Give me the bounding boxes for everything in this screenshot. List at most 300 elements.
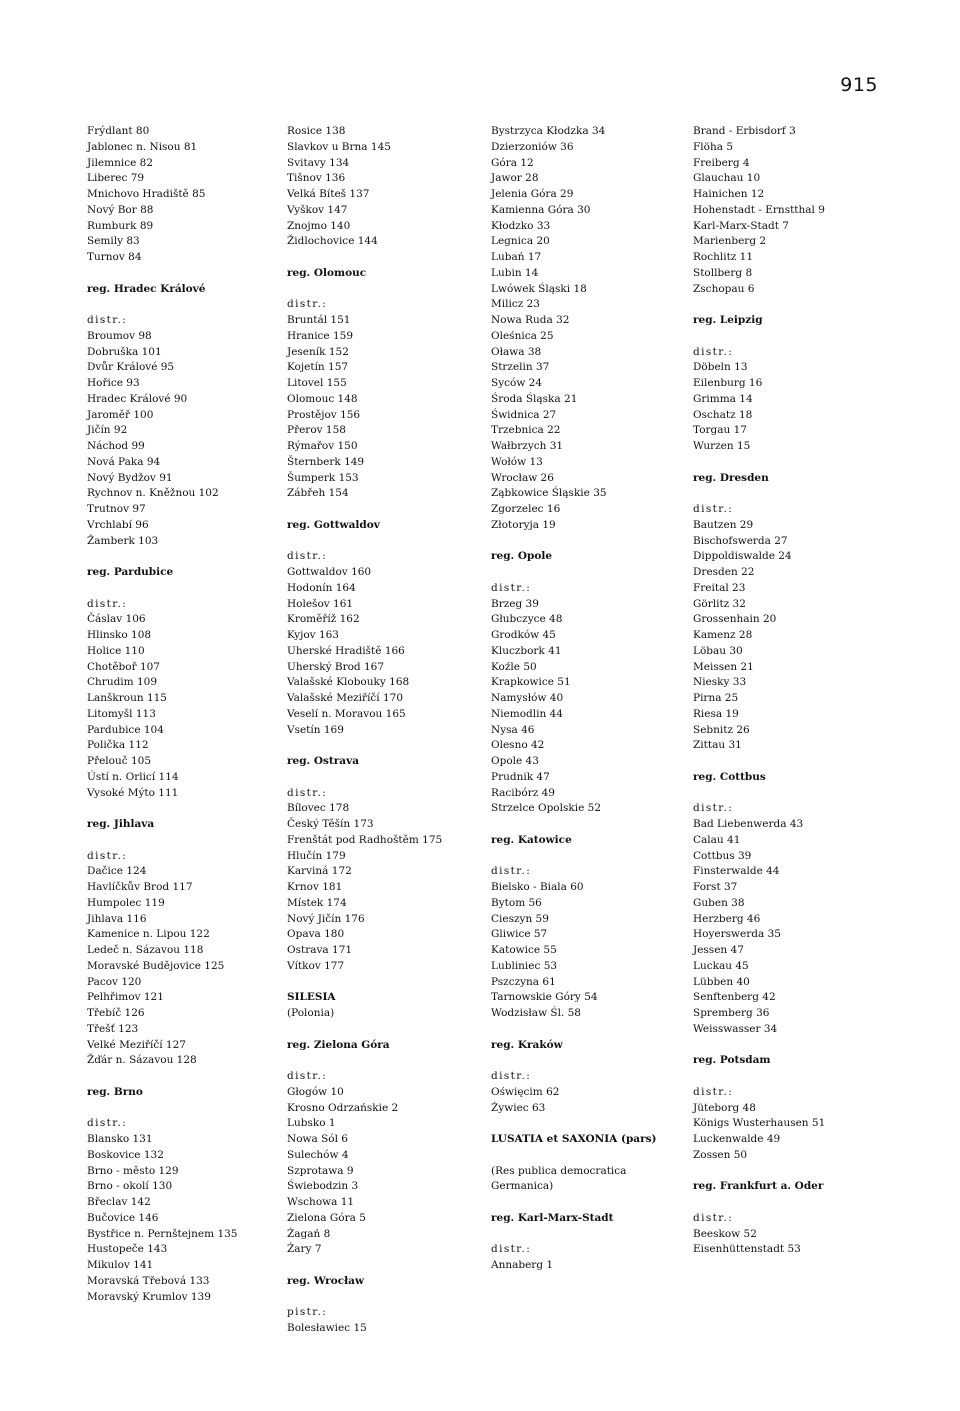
district-entry: Zgorzelec 16: [491, 503, 561, 515]
district-entry: Hradec Králové 90: [87, 392, 188, 405]
district-entry: Koźle 50: [491, 660, 537, 673]
district-entry: Marienberg 2: [693, 235, 767, 248]
district-label: distr.:: [287, 1070, 328, 1082]
district-entry: Nový Bydžov 91: [87, 471, 173, 484]
district-entry: Tarnowskie Góry 54: [491, 991, 598, 1004]
district-entry: Přerov 158: [287, 424, 346, 437]
district-label: distr.:: [287, 786, 328, 799]
region-heading: reg. Dresden: [693, 471, 769, 484]
district-entry: Svitavy 134: [287, 156, 350, 169]
region-heading: reg. Zielona Góra: [287, 1038, 390, 1051]
region-heading: reg. Opole: [491, 550, 553, 563]
district-entry: Gottwaldov 160: [287, 566, 372, 578]
district-entry: Grimma 14: [693, 392, 753, 405]
district-entry: Zschopau 6: [693, 282, 755, 295]
district-entry: Rychnov n. Kněžnou 102: [87, 487, 219, 500]
district-entry: Liberec 79: [87, 172, 145, 185]
district-entry: (Res publica democratica: [491, 1164, 627, 1177]
district-entry: Moravské Budějovice 125: [87, 959, 225, 972]
district-entry: Vrchlabí 96: [87, 518, 149, 531]
spacer: [693, 754, 893, 770]
district-entry: Brno - město 129: [87, 1164, 179, 1177]
district-entry: Ząbkowice Śląskie 35: [491, 487, 607, 500]
district-entry: Hořice 93: [87, 377, 140, 389]
spacer: [287, 1290, 487, 1306]
region-heading: reg. Brno: [87, 1085, 143, 1098]
district-entry: Kroměříž 162: [287, 613, 360, 626]
region-heading: LUSATIA et SAXONIA (pars): [491, 1133, 657, 1145]
district-entry: Náchod 99: [87, 440, 145, 452]
district-entry: Germanica): [491, 1180, 554, 1193]
district-entry: Hohenstadt - Ernstthal 9: [693, 203, 825, 216]
spacer: [693, 455, 893, 471]
district-entry: Prostějov 156: [287, 408, 361, 421]
spacer: [491, 1116, 691, 1132]
district-entry: Krapkowice 51: [491, 676, 571, 689]
district-entry: Jihlava 116: [87, 912, 147, 925]
spacer: [287, 1053, 487, 1069]
district-entry: Bystrzyca Kłodzka 34: [491, 125, 606, 137]
spacer: [287, 770, 487, 786]
district-entry: Eisenhüttenstadt 53: [693, 1243, 801, 1256]
spacer: [491, 565, 691, 581]
index-column-4: [693, 124, 893, 1258]
district-entry: Jessen 47: [693, 944, 744, 956]
district-entry: Gliwice 57: [491, 928, 548, 941]
district-entry: Jilemnice 82: [87, 156, 154, 169]
district-entry: Rumburk 89: [87, 219, 154, 232]
district-entry: Šternberk 149: [287, 455, 365, 468]
district-entry: Głogów 10: [287, 1085, 344, 1098]
district-entry: Żary 7: [287, 1243, 322, 1256]
district-entry: Wrocław 26: [491, 471, 554, 484]
district-entry: Flöha 5: [693, 140, 734, 153]
district-entry: Čáslav 106: [87, 613, 146, 626]
district-entry: Świdnica 27: [491, 408, 557, 421]
district-entry: Velká Bíteš 137: [287, 188, 370, 200]
district-entry: Šumperk 153: [287, 471, 359, 484]
district-entry: Frýdlant 80: [87, 125, 150, 137]
index-column-2: [287, 124, 487, 1337]
region-heading: reg. Gottwaldov: [287, 518, 380, 531]
district-entry: Bystřice n. Pernštejnem 135: [87, 1227, 238, 1240]
region-heading: SILESIA: [287, 991, 336, 1004]
district-entry: Broumov 98: [87, 329, 152, 342]
spacer: [87, 833, 287, 849]
district-entry: Zábřeh 154: [287, 487, 349, 500]
spacer: [693, 486, 893, 502]
district-entry: Bielsko - Biala 60: [491, 881, 584, 893]
district-entry: Pelhřimov 121: [87, 991, 164, 1004]
district-entry: Wschowa 11: [287, 1196, 355, 1208]
district-entry: Dačice 124: [87, 865, 147, 878]
region-heading: reg. Kraków: [491, 1038, 563, 1051]
district-entry: Katowice 55: [491, 944, 557, 956]
district-entry: Pirna 25: [693, 692, 739, 704]
district-entry: Herzberg 46: [693, 912, 761, 925]
district-entry: Kamienna Góra 30: [491, 203, 591, 216]
district-entry: Żagań 8: [287, 1227, 331, 1240]
district-entry: Jelenia Góra 29: [491, 188, 574, 200]
district-label: distr.:: [87, 597, 128, 610]
district-entry: Głubczyce 48: [491, 613, 563, 626]
district-entry: Krosno Odrzańskie 2: [287, 1101, 399, 1114]
district-entry: Wałbrzych 31: [491, 440, 564, 452]
region-heading: reg. Olomouc: [287, 266, 367, 279]
district-entry: Lubliniec 53: [491, 959, 558, 972]
district-entry: Litomyšl 113: [87, 707, 156, 720]
district-entry: Grossenhain 20: [693, 613, 777, 626]
district-entry: Hlinsko 108: [87, 629, 152, 641]
district-entry: Bílovec 178: [287, 802, 350, 815]
district-entry: Holešov 161: [287, 597, 354, 610]
district-entry: Syców 24: [491, 377, 543, 389]
district-entry: Jawor 28: [491, 172, 539, 185]
spacer: [287, 738, 487, 754]
district-entry: Beeskow 52: [693, 1227, 757, 1240]
district-entry: Döbeln 13: [693, 361, 748, 374]
district-entry: Bautzen 29: [693, 518, 754, 531]
district-entry: Blansko 131: [87, 1133, 153, 1145]
district-entry: Grodków 45: [491, 629, 556, 641]
district-entry: Pacov 120: [87, 975, 142, 988]
spacer: [87, 549, 287, 565]
district-entry: Finsterwalde 44: [693, 865, 780, 878]
district-entry: Krnov 181: [287, 881, 343, 893]
district-entry: Moravský Krumlov 139: [87, 1290, 211, 1303]
district-entry: Königs Wusterhausen 51: [693, 1117, 826, 1130]
district-entry: Lwówek Śląski 18: [491, 282, 587, 295]
district-entry: Oschatz 18: [693, 408, 753, 421]
district-entry: Veselí n. Moravou 165: [287, 707, 406, 720]
district-entry: Kojetín 157: [287, 361, 349, 374]
district-entry: Židlochovice 144: [287, 235, 378, 248]
district-entry: Dvůr Králové 95: [87, 361, 175, 374]
district-entry: Mikulov 141: [87, 1259, 154, 1271]
index-column-3: [491, 124, 691, 1274]
district-entry: Kłodzko 33: [491, 219, 551, 232]
district-label: distr.:: [693, 1085, 734, 1098]
district-entry: Kyjov 163: [287, 629, 339, 641]
spacer: [87, 1101, 287, 1117]
district-entry: Oława 38: [491, 345, 542, 358]
district-entry: Jaroměř 100: [87, 408, 154, 421]
district-entry: Valašské Meziříčí 170: [287, 692, 404, 704]
district-entry: Dippoldiswalde 24: [693, 550, 792, 563]
district-entry: Bytom 56: [491, 896, 542, 909]
district-entry: Wodzisław Śl. 58: [491, 1007, 581, 1019]
district-entry: Weisswasser 34: [693, 1022, 778, 1035]
district-entry: Calau 41: [693, 833, 741, 846]
district-entry: Rýmařov 150: [287, 440, 358, 452]
district-entry: Ostrava 171: [287, 944, 353, 956]
spacer: [491, 1053, 691, 1069]
district-entry: Środa Śląska 21: [491, 392, 578, 405]
district-entry: Freital 23: [693, 581, 746, 594]
district-entry: Złotoryja 19: [491, 518, 556, 531]
district-entry: Dobruška 101: [87, 345, 162, 358]
district-entry: Torgau 17: [693, 424, 747, 437]
district-entry: Uherské Hradiště 166: [287, 644, 405, 657]
district-entry: Lubań 17: [491, 251, 542, 263]
district-entry: Místek 174: [287, 896, 347, 909]
district-entry: Boskovice 132: [87, 1148, 164, 1161]
district-entry: Görlitz 32: [693, 597, 746, 610]
district-entry: Znojmo 140: [287, 219, 351, 232]
spacer: [287, 534, 487, 550]
district-entry: Spremberg 36: [693, 1007, 770, 1019]
district-entry: Bruntál 151: [287, 314, 351, 326]
district-entry: Rochlitz 11: [693, 251, 754, 263]
district-entry: Hoyerswerda 35: [693, 928, 781, 941]
district-entry: Löbau 30: [693, 644, 743, 657]
district-entry: Humpolec 119: [87, 896, 165, 909]
district-entry: Luckenwalde 49: [693, 1133, 781, 1145]
spacer: [287, 502, 487, 518]
spacer: [491, 1148, 691, 1164]
district-entry: Sebnitz 26: [693, 723, 750, 736]
region-heading: reg. Katowice: [491, 833, 572, 846]
district-entry: Nová Paka 94: [87, 455, 161, 468]
district-entry: Zielona Góra 5: [287, 1211, 366, 1224]
region-heading: reg. Pardubice: [87, 566, 174, 578]
spacer: [287, 1022, 487, 1038]
spacer: [693, 1038, 893, 1054]
spacer: [693, 1195, 893, 1211]
district-entry: Żywiec 63: [491, 1101, 546, 1114]
district-label: distr.:: [693, 1211, 734, 1224]
district-label: distr.:: [491, 1070, 532, 1082]
district-label: distr.:: [287, 550, 328, 563]
spacer: [491, 849, 691, 865]
district-entry: Litovel 155: [287, 377, 347, 389]
region-heading: reg. Ostrava: [287, 755, 360, 767]
district-entry: Mnichovo Hradiště 85: [87, 188, 206, 200]
district-entry: Bischofswerda 27: [693, 534, 788, 547]
district-entry: Hranice 159: [287, 329, 354, 342]
page-number: 915: [840, 74, 878, 96]
district-entry: Vsetín 169: [287, 723, 344, 736]
district-entry: Třebíč 126: [87, 1007, 145, 1019]
spacer: [693, 297, 893, 313]
district-entry: Eilenburg 16: [693, 377, 763, 389]
district-entry: Niesky 33: [693, 676, 747, 689]
district-label: pistr.:: [287, 1306, 328, 1319]
district-entry: Opole 43: [491, 755, 539, 767]
district-entry: Meissen 21: [693, 660, 754, 673]
spacer: [491, 1022, 691, 1038]
district-entry: Chrudim 109: [87, 676, 157, 689]
district-entry: Świebodzin 3: [287, 1180, 359, 1193]
district-entry: Trzebnica 22: [491, 424, 561, 437]
district-entry: Jablonec n. Nisou 81: [87, 140, 198, 153]
district-entry: Karviná 172: [287, 865, 352, 878]
district-entry: Olesno 42: [491, 739, 545, 752]
district-entry: Forst 37: [693, 881, 738, 893]
district-entry: Český Těšín 173: [287, 818, 374, 830]
district-entry: Ústí n. Orlicí 114: [87, 770, 179, 783]
district-entry: Oświęcim 62: [491, 1085, 560, 1098]
district-entry: Wurzen 15: [693, 440, 751, 452]
district-entry: Trutnov 97: [87, 503, 146, 515]
district-entry: Nowa Sól 6: [287, 1133, 348, 1145]
spacer: [87, 297, 287, 313]
district-entry: Milicz 23: [491, 298, 540, 311]
district-entry: Nowa Ruda 32: [491, 314, 570, 326]
district-entry: Opava 180: [287, 928, 345, 941]
district-entry: Bad Liebenwerda 43: [693, 818, 804, 830]
district-entry: Bolesławiec 15: [287, 1322, 367, 1334]
district-entry: Chotěboř 107: [87, 660, 160, 673]
index-column-1: [87, 124, 287, 1305]
district-entry: Hodonín 164: [287, 581, 356, 594]
region-heading: reg. Cottbus: [693, 770, 766, 783]
region-heading: reg. Karl-Marx-Stadt: [491, 1211, 614, 1224]
district-entry: Rosice 138: [287, 125, 346, 137]
region-heading: reg. Leipzig: [693, 314, 763, 326]
district-entry: Nysa 46: [491, 723, 535, 736]
district-entry: Brand - Erbisdorf 3: [693, 125, 796, 137]
district-entry: Oleśnica 25: [491, 329, 554, 342]
district-entry: Brno - okolí 130: [87, 1180, 173, 1193]
district-entry: Szprotawa 9: [287, 1164, 354, 1177]
district-entry: Jičín 92: [87, 424, 128, 437]
region-heading: reg. Hradec Králové: [87, 282, 206, 295]
district-entry: Annaberg 1: [491, 1259, 554, 1271]
district-entry: Sulechów 4: [287, 1148, 349, 1161]
district-entry: Havlíčkův Brod 117: [87, 881, 193, 893]
district-entry: Lübben 40: [693, 975, 750, 988]
district-entry: Luckau 45: [693, 959, 749, 972]
district-entry: Velké Meziříčí 127: [87, 1038, 186, 1051]
district-entry: Jeseník 152: [287, 345, 349, 358]
district-label: distr.:: [287, 298, 328, 311]
district-entry: Hainichen 12: [693, 188, 765, 200]
district-entry: Glauchau 10: [693, 172, 761, 185]
district-entry: Holice 110: [87, 644, 145, 657]
region-heading: reg. Wrocław: [287, 1274, 364, 1287]
spacer: [693, 1069, 893, 1085]
district-entry: Třešť 123: [87, 1022, 139, 1035]
district-entry: Senftenberg 42: [693, 991, 776, 1004]
region-heading: reg. Jihlava: [87, 818, 155, 830]
district-entry: Guben 38: [693, 896, 745, 909]
district-entry: Brzeg 39: [491, 597, 539, 610]
district-entry: Wołów 13: [491, 455, 543, 468]
district-entry: Vyškov 147: [287, 203, 348, 216]
district-entry: Frenštát pod Radhoštěm 175: [287, 833, 443, 846]
district-entry: Namysłów 40: [491, 692, 564, 704]
spacer: [491, 817, 691, 833]
district-entry: Pardubice 104: [87, 723, 164, 736]
district-entry: Niemodlin 44: [491, 707, 563, 720]
district-entry: Zossen 50: [693, 1148, 748, 1161]
spacer: [87, 1069, 287, 1085]
district-entry: Kamenz 28: [693, 629, 753, 641]
district-entry: Turnov 84: [87, 251, 142, 263]
district-entry: Strzelce Opolskie 52: [491, 802, 601, 815]
district-entry: Lubin 14: [491, 266, 539, 279]
district-label: distr.:: [491, 581, 532, 594]
district-label: distr.:: [693, 802, 734, 815]
district-label: distr.:: [693, 345, 734, 358]
district-entry: Žamberk 103: [87, 534, 159, 547]
district-entry: Žďár n. Sázavou 128: [87, 1054, 197, 1067]
district-entry: Pszczyna 61: [491, 975, 556, 988]
district-entry: Dzierzoniów 36: [491, 140, 574, 153]
district-entry: Strzelin 37: [491, 361, 550, 374]
spacer: [491, 534, 691, 550]
district-entry: Racibórz 49: [491, 786, 555, 799]
spacer: [693, 786, 893, 802]
spacer: [287, 282, 487, 298]
district-entry: Zittau 31: [693, 739, 742, 752]
district-entry: Kluczbork 41: [491, 644, 562, 657]
district-entry: Valašské Klobouky 168: [287, 676, 410, 689]
spacer: [693, 329, 893, 345]
district-entry: Dresden 22: [693, 566, 755, 578]
district-entry: Jüteborg 48: [693, 1101, 756, 1114]
district-label: distr.:: [491, 1243, 532, 1256]
district-entry: Lanškroun 115: [87, 692, 167, 704]
district-entry: Vysoké Mýto 111: [87, 786, 179, 799]
district-entry: (Polonia): [287, 1007, 335, 1019]
spacer: [87, 266, 287, 282]
district-entry: Lubsko 1: [287, 1117, 336, 1130]
district-entry: Freiberg 4: [693, 156, 750, 169]
district-entry: Polička 112: [87, 739, 149, 752]
district-entry: Vítkov 177: [287, 959, 345, 972]
district-label: distr.:: [87, 1117, 128, 1130]
district-entry: Ledeč n. Sázavou 118: [87, 944, 204, 956]
spacer: [87, 581, 287, 597]
spacer: [491, 1195, 691, 1211]
district-entry: Nový Jičín 176: [287, 912, 365, 925]
district-entry: Riesa 19: [693, 707, 739, 720]
district-label: distr.:: [87, 314, 128, 326]
district-entry: Karl-Marx-Stadt 7: [693, 219, 789, 232]
district-entry: Hlučín 179: [287, 849, 346, 862]
district-label: distr.:: [491, 865, 532, 878]
district-entry: Olomouc 148: [287, 392, 358, 405]
district-entry: Cieszyn 59: [491, 912, 549, 925]
district-entry: Přelouč 105: [87, 755, 151, 767]
district-entry: Uherský Brod 167: [287, 660, 385, 673]
district-entry: Cottbus 39: [693, 849, 752, 862]
district-entry: Moravská Třebová 133: [87, 1274, 210, 1287]
district-entry: Břeclav 142: [87, 1196, 151, 1208]
spacer: [87, 801, 287, 817]
district-entry: Góra 12: [491, 156, 534, 169]
spacer: [287, 975, 487, 991]
district-entry: Bučovice 146: [87, 1211, 159, 1224]
spacer: [693, 1164, 893, 1180]
district-entry: Stollberg 8: [693, 266, 753, 279]
spacer: [287, 1258, 487, 1274]
district-entry: Semily 83: [87, 235, 140, 248]
district-label: distr.:: [693, 503, 734, 515]
district-label: distr.:: [87, 849, 128, 862]
district-entry: Kamenice n. Lipou 122: [87, 928, 210, 941]
district-entry: Slavkov u Brna 145: [287, 140, 391, 153]
district-entry: Hustopeče 143: [87, 1243, 168, 1256]
spacer: [287, 250, 487, 266]
district-entry: Prudnik 47: [491, 770, 550, 783]
spacer: [491, 1227, 691, 1243]
region-heading: reg. Frankfurt a. Oder: [693, 1180, 824, 1193]
district-entry: Tišnov 136: [287, 172, 346, 185]
district-entry: Nový Bor 88: [87, 203, 154, 216]
